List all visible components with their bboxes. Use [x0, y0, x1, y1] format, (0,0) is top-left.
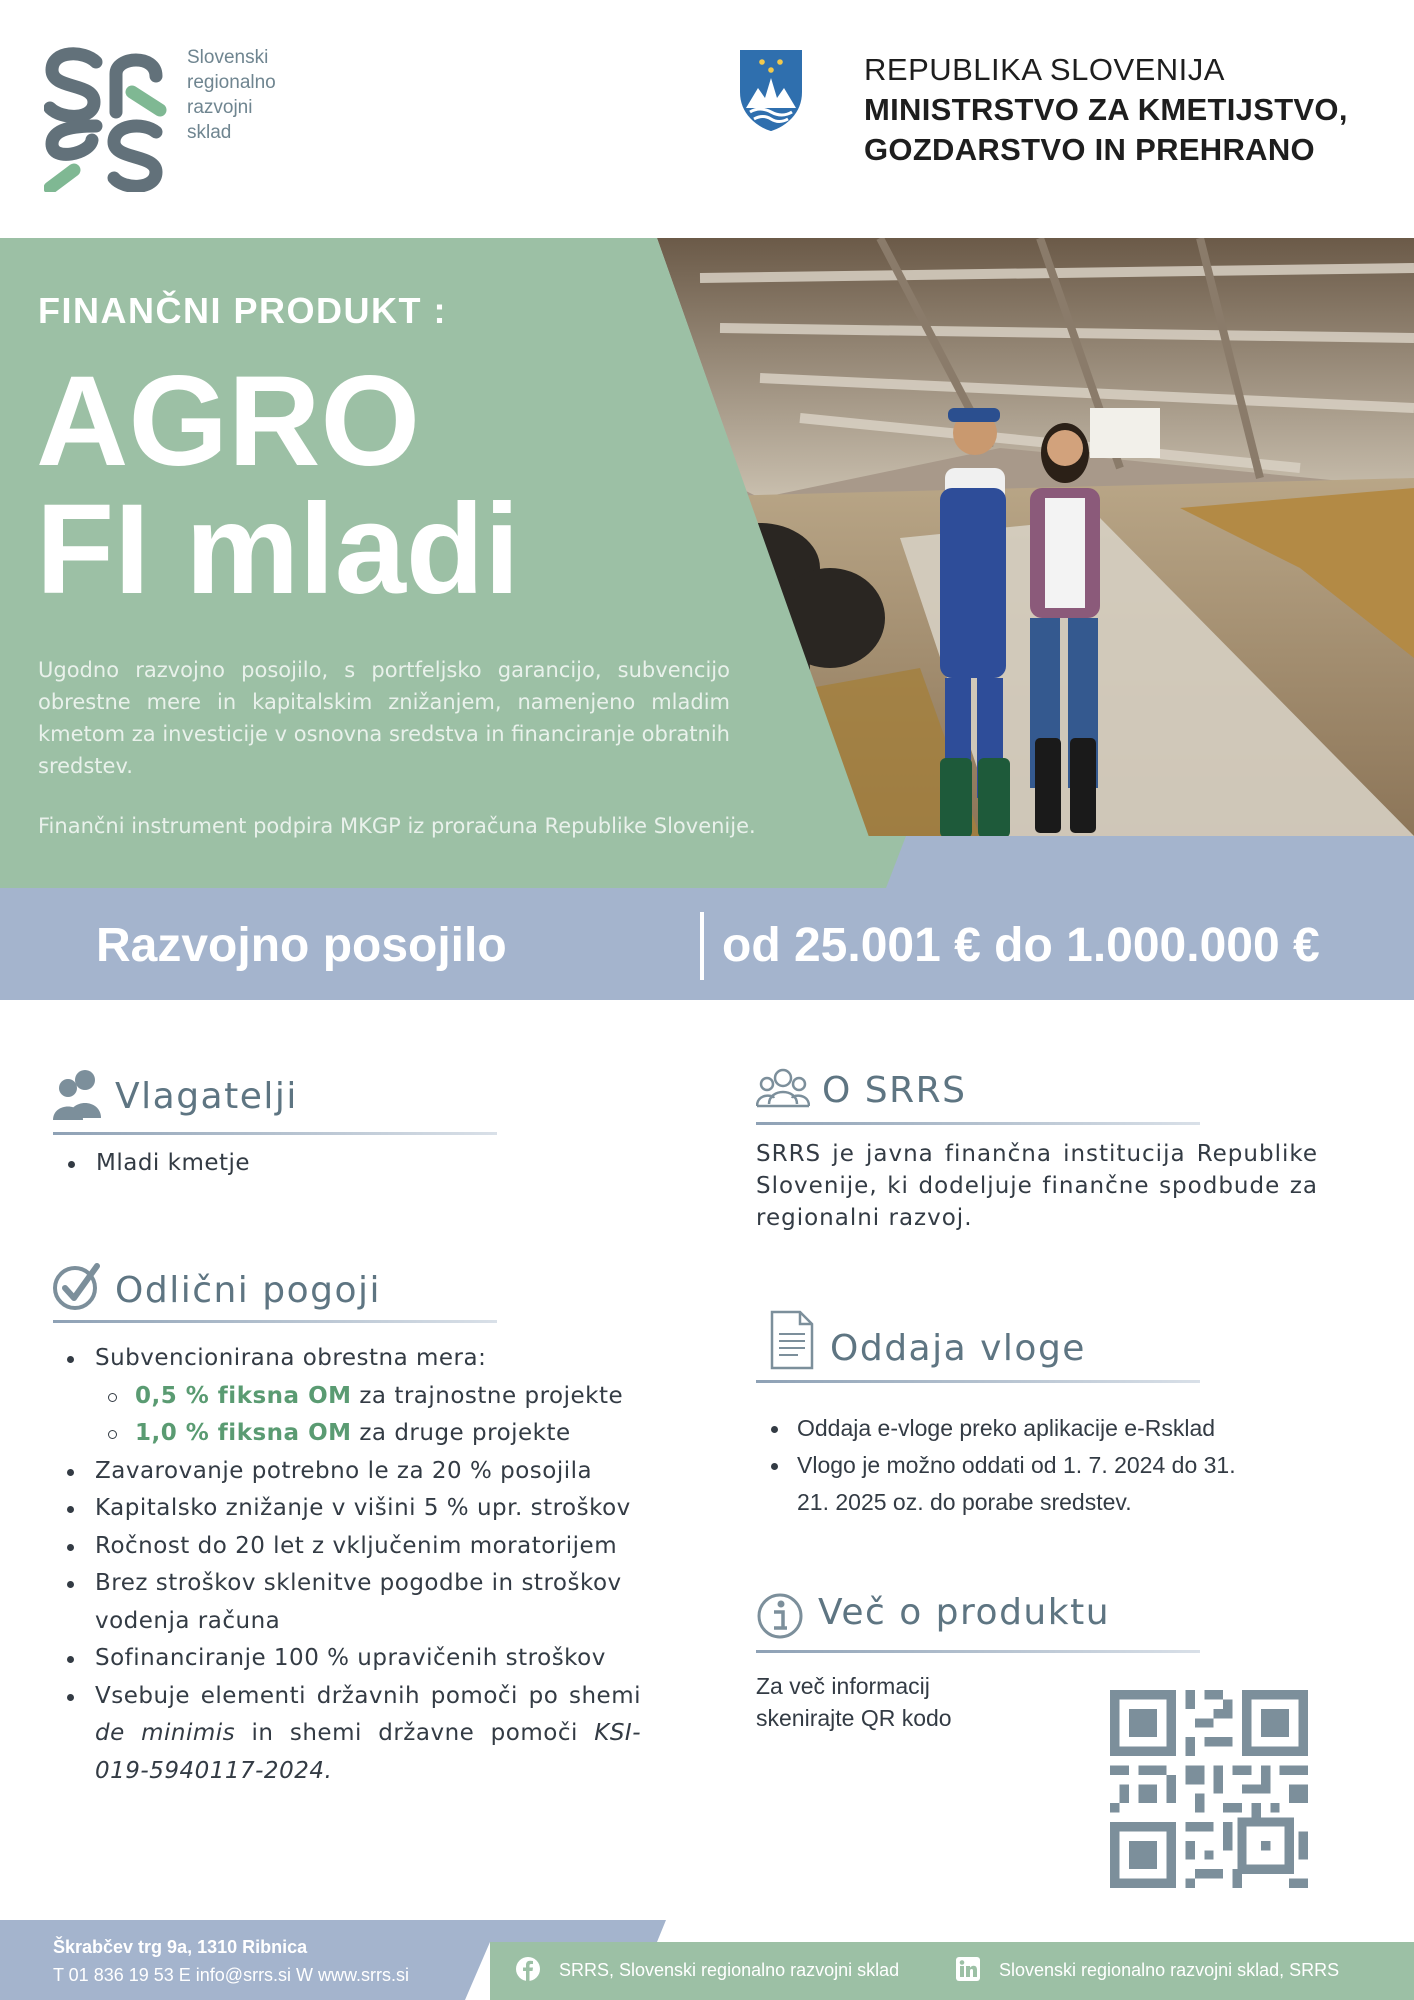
- ministry-name: [864, 50, 1348, 170]
- section-oddaja-vloge: [756, 1306, 1256, 1386]
- section-title: O SRRS: [822, 1070, 967, 1111]
- section-rule: [756, 1122, 1200, 1125]
- list-item: [55, 1678, 641, 1791]
- linkedin-icon: [955, 1956, 981, 1982]
- srrs-line: sklad: [187, 122, 232, 143]
- document-icon: [768, 1310, 816, 1370]
- band-divider: [700, 912, 704, 980]
- oddaja-list: [757, 1410, 1237, 1521]
- facebook-label: SRRS, Slovenski regionalno razvojni sklad: [559, 1960, 900, 1980]
- state-aid-scheme: de minimis: [95, 1720, 236, 1746]
- product-title-line: FI mladi: [36, 478, 520, 621]
- section-pogoji: [53, 1260, 553, 1320]
- section-title: Več o produktu: [818, 1592, 1111, 1633]
- state-aid-scheme: KSI-019-5940117-2024.: [95, 1720, 641, 1784]
- rate-text: za druge projekte: [351, 1420, 571, 1446]
- list-item: Sofinanciranje 100 % upravičenih stroškov: [55, 1640, 641, 1678]
- rate-text: za trajnostne projekte: [351, 1382, 624, 1409]
- srrs-line: regionalno: [187, 72, 276, 93]
- qr-caption-line: Za več informacij: [756, 1673, 930, 1699]
- check-circle-icon: [53, 1260, 101, 1314]
- state-aid-text: in shemi državne pomoči: [235, 1720, 595, 1746]
- list-item: Zavarovanje potrebno le za 20 % posojila: [55, 1453, 641, 1491]
- subsidy-label: Subvencionirana obrestna mera:: [95, 1345, 487, 1371]
- srrs-name: [187, 45, 276, 145]
- qr-caption-line: skenirajte QR kodo: [756, 1705, 952, 1731]
- section-rule: [756, 1650, 1200, 1653]
- section-title: Oddaja vloge: [830, 1328, 1086, 1369]
- srrs-line: razvojni: [187, 97, 253, 118]
- sub-list-item: [95, 1415, 641, 1453]
- section-title: Odlični pogoji: [115, 1270, 382, 1311]
- srrs-logo-icon: [44, 44, 168, 192]
- srrs-line: Slovenski: [187, 47, 269, 68]
- ministry-line: MINISTRSTVO ZA KMETIJSTVO,: [864, 92, 1348, 127]
- ministry-line: REPUBLIKA SLOVENIJA: [864, 52, 1225, 87]
- footer-contact[interactable]: T 01 836 19 53 E info@srrs.si W www.srrs.si: [53, 1965, 410, 1985]
- qr-code-icon[interactable]: [1110, 1690, 1308, 1888]
- section-vlagatelji: [53, 1066, 553, 1126]
- product-title-line: AGRO: [36, 350, 420, 493]
- list-item: Kapitalsko znižanje v višini 5 % upr. stroškov: [55, 1490, 641, 1528]
- section-vec-o-produktu: [756, 1590, 1256, 1650]
- product-title: [36, 350, 520, 621]
- hero: [0, 238, 1414, 888]
- linkedin-label: Slovenski regionalno razvojni sklad, SRRS: [999, 1960, 1340, 1980]
- list-item: Oddaja e-vloge preko aplikacije e-Rsklad: [757, 1410, 1237, 1447]
- header: [0, 0, 1414, 238]
- sub-list-item: [95, 1378, 641, 1416]
- info-circle-icon: [756, 1592, 804, 1640]
- section-rule: [756, 1380, 1200, 1383]
- qr-caption: [756, 1670, 952, 1734]
- footer-address: Škrabčev trg 9a, 1310 Ribnica: [53, 1937, 308, 1957]
- loan-type: Razvojno posojilo: [96, 919, 507, 972]
- list-item: [55, 1340, 641, 1453]
- ministry-line: GOZDARSTVO IN PREHRANO: [864, 132, 1315, 167]
- pogoji-list: [55, 1340, 641, 1790]
- section-o-srrs: [756, 1064, 1256, 1124]
- list-item: Mladi kmetje: [56, 1145, 656, 1183]
- list-item: Brez stroškov sklenitve pogodbe in stroškov vodenja računa: [55, 1565, 641, 1640]
- vlagatelji-list: [56, 1145, 656, 1183]
- section-title: Vlagatelji: [115, 1076, 298, 1117]
- section-rule: [53, 1132, 497, 1135]
- facebook-icon: [515, 1956, 541, 1982]
- section-rule: [53, 1320, 497, 1323]
- o-srrs-text: SRRS je javna finančna institucija Republike Slovenije, ki dodeljuje finančne spodbude za regionalni razvoj.: [756, 1141, 1318, 1231]
- rate-highlight: 0,5 % fiksna OM: [135, 1382, 352, 1409]
- loan-amount-range: od 25.001 € do 1.000.000 €: [722, 919, 1320, 972]
- loan-band: [0, 888, 1414, 1000]
- product-description: Ugodno razvojno posojilo, s portfeljsko garancijo, subvencijo obrestne mere in kapitalskim znižanjem, namenjeno mladim kmetom za investicije v osnovna sredstva in financiranje obratnih sredstev.: [38, 658, 730, 778]
- list-item: Ročnost do 20 let z vključenim moratorijem: [55, 1528, 641, 1566]
- funding-note: Finančni instrument podpira MKGP iz proračuna Republike Slovenije.: [38, 814, 756, 838]
- slovenia-coat-of-arms-icon: [738, 48, 804, 132]
- people-outline-icon: [756, 1066, 810, 1114]
- users-icon: [53, 1068, 101, 1122]
- rate-highlight: 1,0 % fiksna OM: [135, 1420, 352, 1446]
- rate-sublist: [95, 1378, 641, 1453]
- product-kicker: FINANČNI PRODUKT :: [38, 290, 447, 331]
- state-aid-text: Vsebuje elementi državnih pomoči po shemi: [95, 1682, 641, 1709]
- list-item: Vlogo je možno oddati od 1. 7. 2024 do 31. 21. 2025 oz. do porabe sredstev.: [757, 1447, 1237, 1521]
